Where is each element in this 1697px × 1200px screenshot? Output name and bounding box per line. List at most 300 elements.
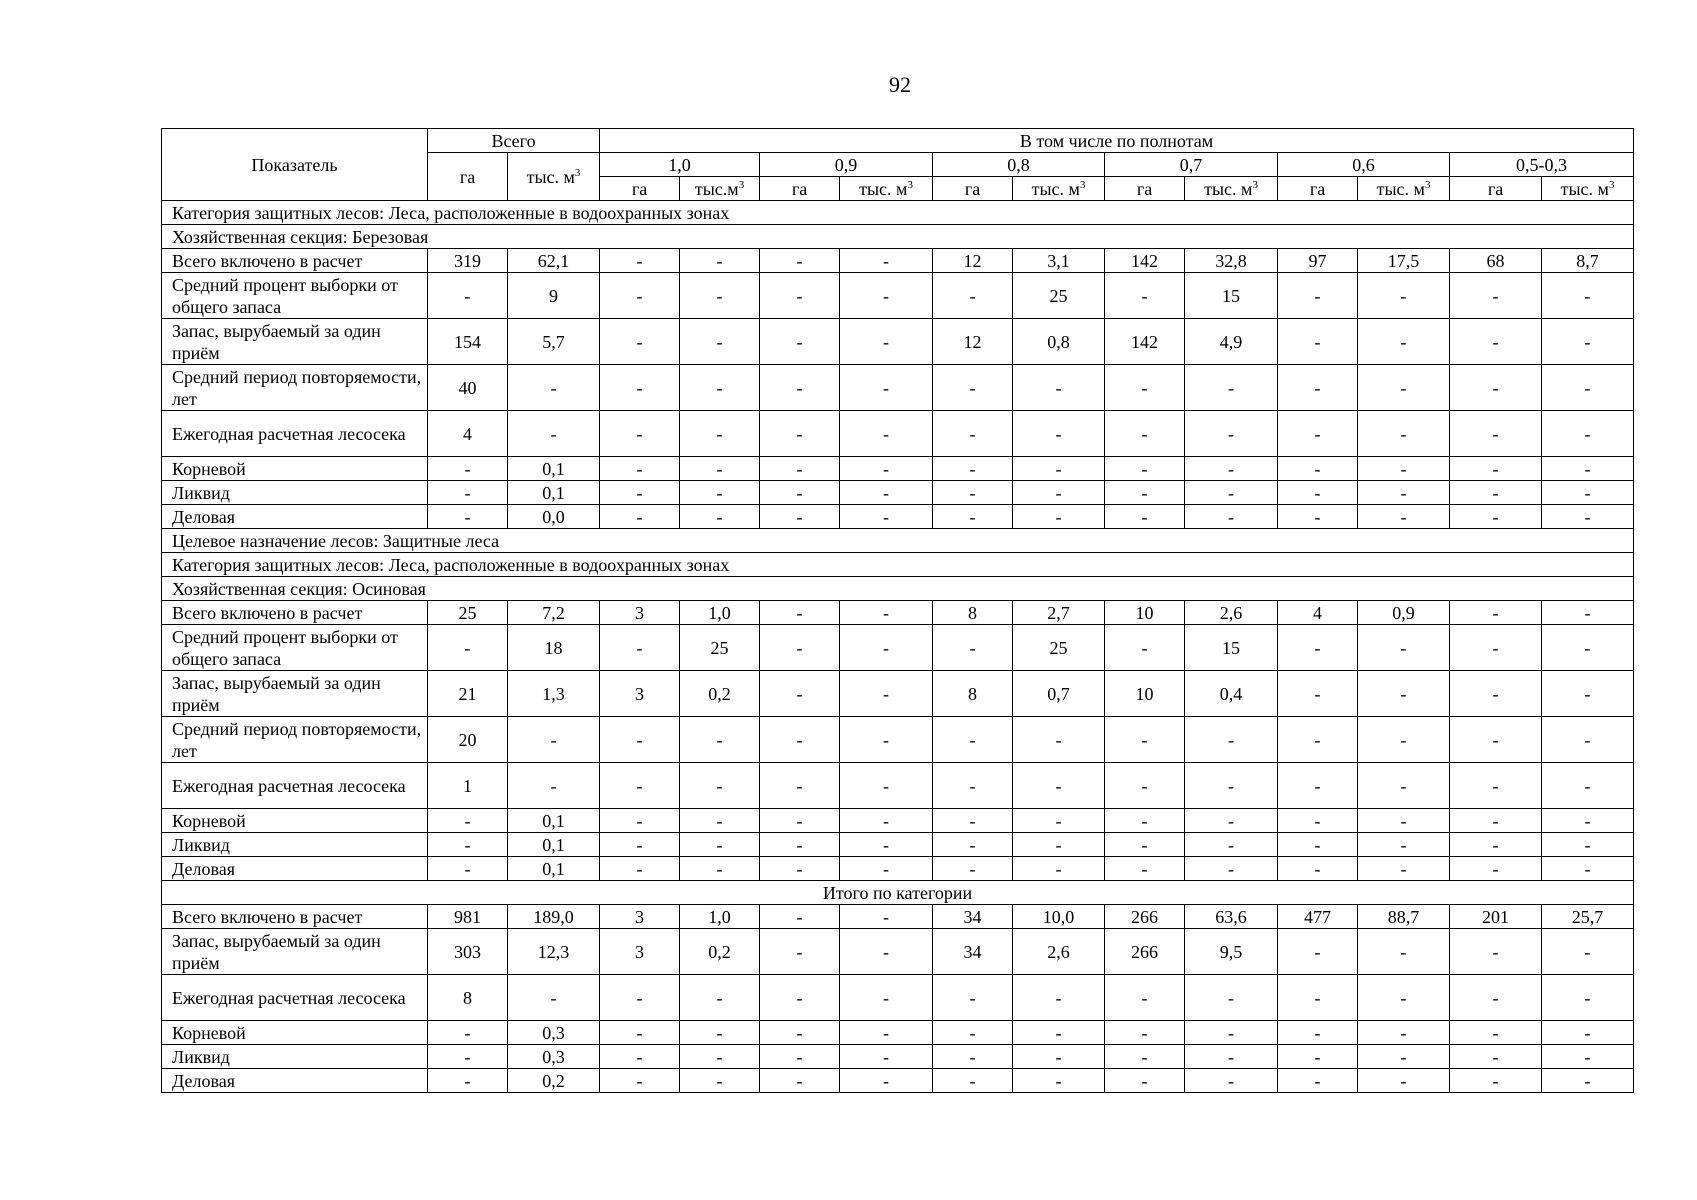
section-total-row (162, 881, 1634, 905)
table-cell: - (680, 319, 760, 365)
table-cell: - (840, 975, 933, 1021)
table-cell: - (760, 481, 840, 505)
table-cell: 12,3 (508, 929, 600, 975)
table-row (162, 1045, 1634, 1069)
table-cell: 9,5 (1185, 929, 1278, 975)
table-cell: - (840, 1045, 933, 1069)
table-cell: 0,1 (508, 457, 600, 481)
table-cell: 1,0 (680, 601, 760, 625)
table-cell: - (1105, 717, 1185, 763)
table-cell: 12 (933, 319, 1013, 365)
table-cell: - (1185, 975, 1278, 1021)
table-cell: - (933, 833, 1013, 857)
table-cell: 0,4 (1185, 671, 1278, 717)
table-cell: - (1278, 481, 1358, 505)
table-cell: - (1358, 481, 1450, 505)
table-cell: - (1278, 411, 1358, 457)
row-label: Средний период повторяемости, лет (162, 717, 428, 763)
table-cell: - (1358, 1021, 1450, 1045)
table-cell: - (680, 857, 760, 881)
row-label: Средний процент выборки от общего запаса (162, 625, 428, 671)
table-cell: - (1278, 319, 1358, 365)
table-cell: - (760, 833, 840, 857)
table-cell: - (1450, 671, 1542, 717)
table-cell: - (1278, 809, 1358, 833)
table-cell: - (1542, 671, 1634, 717)
table-cell: - (840, 601, 933, 625)
header-unit-m3: тыс. $м^3$ (840, 177, 933, 201)
table-cell: - (600, 365, 680, 411)
table-cell: - (1450, 809, 1542, 833)
table-cell: 8 (428, 975, 508, 1021)
table-cell: 0,1 (508, 481, 600, 505)
table-cell: - (840, 809, 933, 833)
table-cell: 25 (680, 625, 760, 671)
table-cell: - (680, 717, 760, 763)
section-label: Целевое назначение лесов: Защитные леса (162, 529, 1634, 553)
row-label: Ежегодная расчетная лесосека (162, 975, 428, 1021)
table-cell: - (428, 505, 508, 529)
table-cell: - (933, 481, 1013, 505)
table-row (162, 717, 1634, 763)
table-cell: 68 (1450, 249, 1542, 273)
table-cell: 25 (1013, 273, 1105, 319)
table-cell: 0,1 (508, 809, 600, 833)
table-cell: - (1185, 505, 1278, 529)
row-label: Корневой (162, 809, 428, 833)
table-cell: - (428, 1045, 508, 1069)
row-label: Средний период повторяемости, лет (162, 365, 428, 411)
row-label: Всего включено в расчет (162, 601, 428, 625)
table-cell: - (1542, 1045, 1634, 1069)
table-cell: - (933, 625, 1013, 671)
table-cell: 32,8 (1185, 249, 1278, 273)
table-cell: - (1358, 833, 1450, 857)
table-cell: - (1358, 457, 1450, 481)
table-cell: - (1185, 1045, 1278, 1069)
table-cell: 189,0 (508, 905, 600, 929)
table-cell: - (760, 929, 840, 975)
table-cell: - (760, 249, 840, 273)
table-cell: 303 (428, 929, 508, 975)
table-cell: 5,7 (508, 319, 600, 365)
table-cell: 15 (1185, 273, 1278, 319)
table-cell: - (933, 809, 1013, 833)
section-header-row (162, 577, 1634, 601)
table-cell: - (1278, 717, 1358, 763)
row-label: Деловая (162, 857, 428, 881)
row-label: Всего включено в расчет (162, 249, 428, 273)
header-unit-m3: тыс. $м^3$ (1013, 177, 1105, 201)
table-cell: - (1542, 717, 1634, 763)
table-row (162, 905, 1634, 929)
table-cell: - (760, 1045, 840, 1069)
table-cell: - (1278, 857, 1358, 881)
table-cell: - (840, 857, 933, 881)
table-cell: - (1105, 625, 1185, 671)
table-cell: - (1450, 457, 1542, 481)
table-cell: - (1542, 411, 1634, 457)
table-cell: - (933, 717, 1013, 763)
table-cell: - (840, 365, 933, 411)
table-cell: - (600, 505, 680, 529)
table-cell: - (840, 717, 933, 763)
table-cell: - (1013, 809, 1105, 833)
table-cell: 1 (428, 763, 508, 809)
table-row (162, 1021, 1634, 1045)
row-label: Средний процент выборки от общего запаса (162, 273, 428, 319)
table-cell: 1,0 (680, 905, 760, 929)
table-cell: - (1542, 273, 1634, 319)
table-cell: 0,7 (1013, 671, 1105, 717)
table-cell: - (428, 1021, 508, 1045)
table-cell: - (1450, 481, 1542, 505)
table-cell: - (1013, 457, 1105, 481)
table-cell: - (1450, 1069, 1542, 1093)
table-cell: 12 (933, 249, 1013, 273)
table-cell: - (1185, 717, 1278, 763)
table-cell: - (1542, 1069, 1634, 1093)
table-cell: - (1358, 717, 1450, 763)
table-cell: - (1013, 717, 1105, 763)
table-cell: - (1013, 833, 1105, 857)
table-row (162, 457, 1634, 481)
table-cell: - (680, 975, 760, 1021)
table-cell: - (428, 857, 508, 881)
table-cell: - (840, 1069, 933, 1093)
row-label: Ежегодная расчетная лесосека (162, 411, 428, 457)
table-cell: - (1542, 833, 1634, 857)
table-cell: 2,7 (1013, 601, 1105, 625)
header-unit-ha: га (933, 177, 1013, 201)
table-cell: - (1358, 319, 1450, 365)
table-cell: - (1450, 929, 1542, 975)
table-cell: - (760, 319, 840, 365)
table-cell: - (508, 411, 600, 457)
table-row (162, 625, 1634, 671)
table-cell: - (680, 809, 760, 833)
table-cell: - (933, 1045, 1013, 1069)
table-cell: 9 (508, 273, 600, 319)
table-cell: - (1105, 365, 1185, 411)
table-cell: - (760, 601, 840, 625)
table-cell: 88,7 (1358, 905, 1450, 929)
header-density-4: 0,7 (1105, 153, 1278, 177)
table-cell: - (1278, 1045, 1358, 1069)
table-cell: - (600, 857, 680, 881)
table-cell: - (840, 905, 933, 929)
table-row (162, 505, 1634, 529)
table-row (162, 857, 1634, 881)
table-cell: - (933, 505, 1013, 529)
table-cell: - (1278, 975, 1358, 1021)
row-label: Всего включено в расчет (162, 905, 428, 929)
table-cell: 4 (428, 411, 508, 457)
table-cell: - (1278, 763, 1358, 809)
table-cell: 21 (428, 671, 508, 717)
table-cell: 142 (1105, 249, 1185, 273)
table-cell: - (840, 457, 933, 481)
table-cell: - (428, 481, 508, 505)
table-cell: - (1450, 1021, 1542, 1045)
table-cell: - (1450, 717, 1542, 763)
table-cell: - (760, 717, 840, 763)
header-unit-ha: га (1450, 177, 1542, 201)
table-cell: - (508, 975, 600, 1021)
table-cell: - (1542, 481, 1634, 505)
table-cell: - (680, 763, 760, 809)
table-cell: - (680, 411, 760, 457)
table-cell: - (760, 411, 840, 457)
header-density-5: 0,6 (1278, 153, 1450, 177)
table-cell: - (600, 481, 680, 505)
table-cell: 25 (1013, 625, 1105, 671)
table-cell: 0,3 (508, 1021, 600, 1045)
table-cell: - (760, 505, 840, 529)
table-row (162, 1069, 1634, 1093)
table-cell: - (1278, 671, 1358, 717)
table-cell: 0,1 (508, 833, 600, 857)
forest-table (161, 128, 1634, 1093)
table-cell: - (600, 273, 680, 319)
table-cell: - (1450, 505, 1542, 529)
table-cell: - (1542, 319, 1634, 365)
table-cell: - (680, 273, 760, 319)
table-cell: - (1105, 273, 1185, 319)
table-cell: - (1358, 763, 1450, 809)
table-cell: - (1450, 411, 1542, 457)
header-unit-ha: га (760, 177, 840, 201)
table-cell: - (1013, 1021, 1105, 1045)
table-cell: - (1542, 763, 1634, 809)
table-cell: 10,0 (1013, 905, 1105, 929)
table-cell: - (1105, 857, 1185, 881)
table-cell: - (840, 763, 933, 809)
row-label: Ликвид (162, 481, 428, 505)
table-cell: - (1105, 1069, 1185, 1093)
table-cell: - (1105, 505, 1185, 529)
table-cell: 981 (428, 905, 508, 929)
table-cell: - (1450, 763, 1542, 809)
table-cell: - (1185, 365, 1278, 411)
table-cell: - (933, 411, 1013, 457)
table-cell: - (1542, 857, 1634, 881)
table-cell: - (600, 717, 680, 763)
table-cell: - (1013, 763, 1105, 809)
section-label: Категория защитных лесов: Леса, расположенные в водоохранных зонах (162, 553, 1634, 577)
row-label: Ежегодная расчетная лесосека (162, 763, 428, 809)
header-unit-m3: тыс. $м^3$ (1542, 177, 1634, 201)
table-cell: - (1185, 457, 1278, 481)
table-cell: 3 (600, 905, 680, 929)
table-row (162, 249, 1634, 273)
table-cell: - (1542, 625, 1634, 671)
table-cell: - (840, 273, 933, 319)
table-cell: - (1013, 1069, 1105, 1093)
table-row (162, 763, 1634, 809)
table-cell: - (760, 763, 840, 809)
table-cell: 319 (428, 249, 508, 273)
table-cell: - (680, 505, 760, 529)
table-cell: - (1358, 929, 1450, 975)
table-cell: 4,9 (1185, 319, 1278, 365)
table-cell: - (1185, 481, 1278, 505)
table-cell: - (840, 929, 933, 975)
table-cell: - (840, 249, 933, 273)
table-cell: - (1542, 809, 1634, 833)
table-cell: - (840, 671, 933, 717)
table-cell: - (600, 411, 680, 457)
table-cell: - (1542, 457, 1634, 481)
table-cell: - (1105, 1045, 1185, 1069)
table-cell: - (1105, 833, 1185, 857)
table-cell: - (1450, 833, 1542, 857)
table-cell: - (1450, 857, 1542, 881)
table-cell: - (1450, 601, 1542, 625)
table-cell: - (1185, 833, 1278, 857)
table-cell: - (840, 625, 933, 671)
table-cell: - (933, 975, 1013, 1021)
table-cell: - (933, 365, 1013, 411)
row-label: Деловая (162, 505, 428, 529)
table-cell: 201 (1450, 905, 1542, 929)
table-cell: - (600, 975, 680, 1021)
table-row (162, 273, 1634, 319)
table-cell: - (760, 809, 840, 833)
table-cell: - (600, 319, 680, 365)
table-cell: - (1450, 319, 1542, 365)
table-body (162, 201, 1634, 1093)
header-density-3: 0,8 (933, 153, 1105, 177)
table-cell: - (1105, 411, 1185, 457)
table-cell: 0,2 (680, 929, 760, 975)
table-cell: - (1358, 365, 1450, 411)
table-cell: - (1013, 411, 1105, 457)
section-label: Категория защитных лесов: Леса, расположенные в водоохранных зонах (162, 201, 1634, 225)
table-cell: - (1185, 411, 1278, 457)
table-cell: - (600, 249, 680, 273)
section-header-row (162, 553, 1634, 577)
table-cell: 0,3 (508, 1045, 600, 1069)
header-density-2: 0,9 (760, 153, 933, 177)
header-total-m3: тыс. $м^3$ (508, 153, 600, 201)
section-label: Хозяйственная секция: Березовая (162, 225, 1634, 249)
table-cell: - (1105, 481, 1185, 505)
header-density-group: В том числе по полнотам (600, 129, 1634, 153)
table-cell: 2,6 (1013, 929, 1105, 975)
table-cell: - (1013, 1045, 1105, 1069)
table-row (162, 319, 1634, 365)
table-cell: - (1358, 625, 1450, 671)
table-cell: - (933, 857, 1013, 881)
table-cell: - (1358, 505, 1450, 529)
table-cell: 4 (1278, 601, 1358, 625)
table-cell: - (1358, 809, 1450, 833)
table-cell: - (680, 1069, 760, 1093)
table-cell: - (508, 763, 600, 809)
table-cell: - (1358, 671, 1450, 717)
table-cell: - (1278, 273, 1358, 319)
row-label: Запас, вырубаемый за один приём (162, 929, 428, 975)
table-cell: - (428, 833, 508, 857)
row-label: Ликвид (162, 1045, 428, 1069)
table-row (162, 833, 1634, 857)
table-cell: - (600, 1045, 680, 1069)
table-cell: - (760, 905, 840, 929)
section-header-row (162, 225, 1634, 249)
header-indicator: Показатель (162, 129, 428, 201)
table-cell: 10 (1105, 671, 1185, 717)
table-cell: - (840, 833, 933, 857)
table-cell: 25,7 (1542, 905, 1634, 929)
header-unit-ha: га (1105, 177, 1185, 201)
table-row (162, 481, 1634, 505)
table-cell: - (1013, 505, 1105, 529)
table-row (162, 411, 1634, 457)
page-number: 92 (889, 72, 911, 97)
table-cell: - (600, 809, 680, 833)
table-cell: - (1278, 833, 1358, 857)
table-cell: - (933, 273, 1013, 319)
table-cell: 0,2 (680, 671, 760, 717)
table-row (162, 365, 1634, 411)
table-cell: - (760, 273, 840, 319)
table-cell: - (1450, 625, 1542, 671)
table-cell: - (760, 975, 840, 1021)
table-cell: - (1450, 273, 1542, 319)
table-cell: - (1013, 481, 1105, 505)
table-cell: - (1450, 975, 1542, 1021)
table-cell: - (1450, 1045, 1542, 1069)
table-cell: 34 (933, 929, 1013, 975)
table-cell: - (840, 411, 933, 457)
table-cell: - (1278, 1069, 1358, 1093)
table-cell: 266 (1105, 929, 1185, 975)
table-cell: - (1013, 365, 1105, 411)
table-cell: - (933, 1069, 1013, 1093)
table-cell: - (1542, 505, 1634, 529)
table-cell: 266 (1105, 905, 1185, 929)
table-cell: - (680, 481, 760, 505)
table-cell: - (1278, 1021, 1358, 1045)
table-cell: 2,6 (1185, 601, 1278, 625)
table-cell: - (840, 319, 933, 365)
table-cell: - (1358, 273, 1450, 319)
table-cell: - (760, 457, 840, 481)
table-cell: 34 (933, 905, 1013, 929)
table-cell: 3 (600, 671, 680, 717)
table-cell: - (600, 833, 680, 857)
table-cell: - (760, 1069, 840, 1093)
table-row (162, 929, 1634, 975)
table-cell: 18 (508, 625, 600, 671)
table-cell: 7,2 (508, 601, 600, 625)
table-cell: - (428, 273, 508, 319)
table-cell: - (1278, 929, 1358, 975)
table-cell: - (680, 457, 760, 481)
table-cell: - (1358, 857, 1450, 881)
table-cell: 477 (1278, 905, 1358, 929)
table-cell: - (1185, 809, 1278, 833)
table-cell: - (1358, 1045, 1450, 1069)
table-cell: - (600, 457, 680, 481)
table-cell: - (600, 1021, 680, 1045)
table-cell: - (1358, 411, 1450, 457)
table-cell: - (1542, 975, 1634, 1021)
table-cell: 3,1 (1013, 249, 1105, 273)
table-cell: - (1450, 365, 1542, 411)
header-density-6: 0,5-0,3 (1450, 153, 1634, 177)
